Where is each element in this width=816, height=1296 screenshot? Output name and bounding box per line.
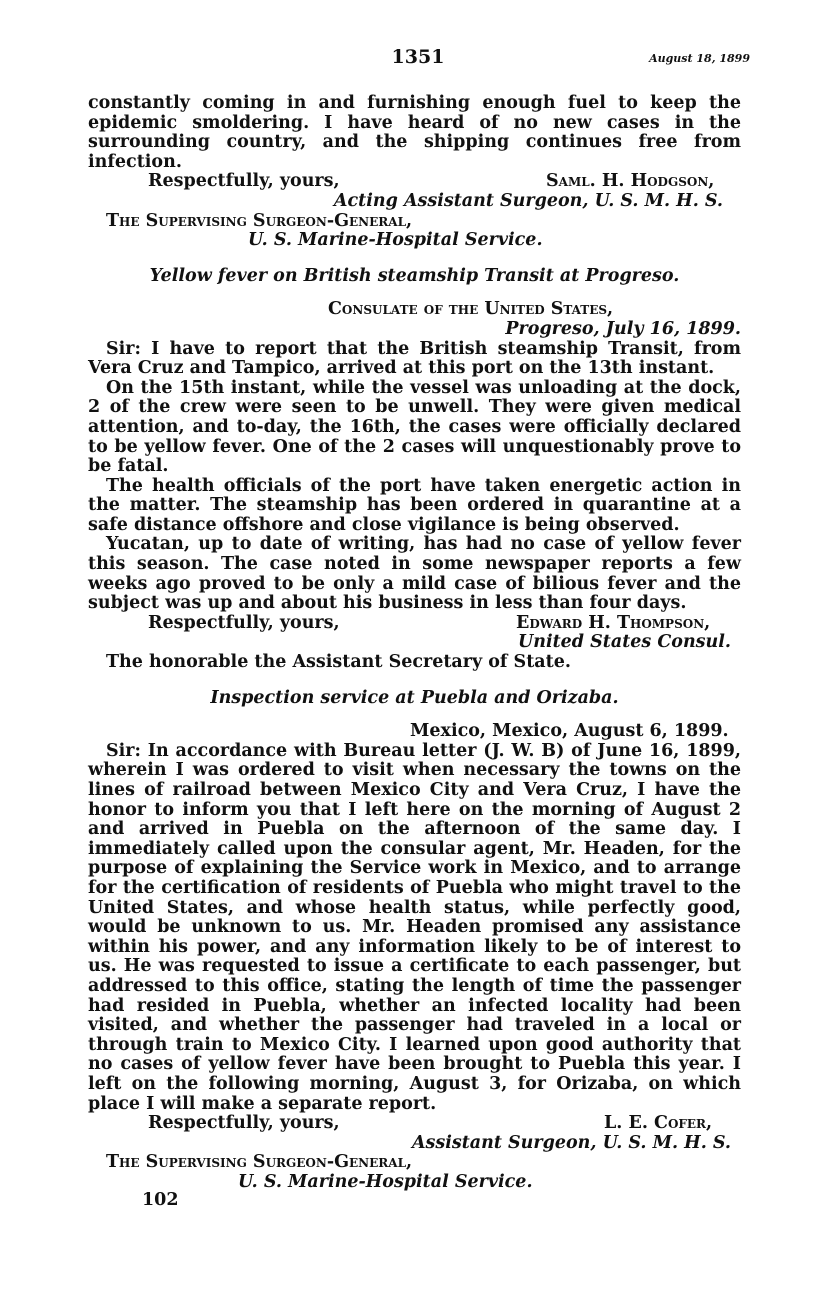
paragraph: On the 15th instant, while the vessel was unloading at the dock, 2 of the crew were seen to be unwell. They were given medical attention, and to-day, the 16th, the cases were officially declared to be yellow fever. One of the 2 cases will unquestionably prove to be fatal.	[88, 377, 741, 477]
section-heading-inspection: Inspection service at Puebla and Orizaba.	[210, 687, 619, 708]
signer-name: Edward H. Thompson,	[516, 612, 711, 633]
closing-row	[88, 614, 741, 634]
section-heading-transit: Yellow fever on British steamship Transit at Progreso.	[149, 265, 680, 286]
signer-name: L. E. Cofer,	[604, 1113, 713, 1134]
dateline: Mexico, Mexico, August 6, 1899.	[410, 721, 729, 742]
closing: Respectfully, yours,	[148, 1113, 340, 1134]
closing: Respectfully, yours,	[148, 612, 340, 633]
dateline-office: Consulate of the United States,	[328, 299, 614, 320]
dateline-place: Progreso, July 16, 1899.	[505, 318, 741, 339]
addressee: The honorable the Assistant Secretary of State.	[106, 652, 571, 673]
continuation-paragraph: constantly coming in and furnishing enough fuel to keep the epidemic smoldering. I have heard of no new cases in the surrounding country, and the shipping continues free from infection.	[88, 93, 741, 172]
addressee-line-2: U. S. Marine-Hospital Service.	[238, 1171, 533, 1192]
closing-row	[88, 172, 741, 192]
page-number: 1351	[391, 46, 445, 68]
signer-title: United States Consul.	[517, 632, 731, 653]
addressee-line-1: The Supervising Surgeon-General,	[106, 1152, 413, 1173]
closing: Respectfully, yours,	[148, 171, 340, 192]
paragraph: The health officials of the port have taken energetic action in the matter. The steamship has been ordered in quarantine at a safe distance offshore and close vigilance is being observed.	[88, 475, 741, 535]
page-body	[88, 94, 741, 1192]
addressee-line-2: U. S. Marine-Hospital Service.	[248, 230, 543, 251]
signature-mark: 102	[142, 1190, 179, 1210]
closing-row	[88, 1114, 741, 1134]
paragraph: Sir: I have to report that the British steamship Transit, from Vera Cruz and Tampico, arrived at this port on the 13th instant.	[88, 338, 741, 379]
signer-title: Assistant Surgeon, U. S. M. H. S.	[411, 1132, 731, 1153]
signer-title: Acting Assistant Surgeon, U. S. M. H. S.	[333, 190, 723, 211]
paragraph: Yucatan, up to date of writing, has had no case of yellow fever this season. The case noted in some newspaper reports a few weeks ago proved to be only a mild case of bilious fever and the subject was up and about his business in less than four days.	[88, 534, 741, 614]
signer-name: Saml. H. Hodgson,	[546, 171, 715, 192]
addressee-line-1: The Supervising Surgeon-General,	[106, 210, 413, 231]
header-date: August 18, 1899	[649, 52, 750, 65]
paragraph: Sir: In accordance with Bureau letter (J. W. B) of June 16, 1899, wherein I was ordered to visit when necessary the towns on the lines of railroad between Mexico City and Vera Cruz, I have the honor to inform you that I left here on the morning of August 2 and arrived in Puebla on the afternoon of the same day. I immediately called upon the consular agent, Mr. Headen, for the purpose of explaining the Service work in Mexico, and to arrange for the certification of residents of Puebla who might travel to the United States, and whose health status, while perfectly good, would be unknown to us. Mr. Headen promised any assistance within his power, and any information likely to be of interest to us. He was requested to issue a certificate to each passenger, but addressed to this office, stating the length of time the passenger had resided in Puebla, whether an infected locality had been visited, and whether the passenger had traveled in a local or through train to Mexico City. I learned upon good authority that no cases of yellow fever have been brought to Puebla this year. I left on the following morning, August 3, for Orizaba, on which place I will make a separate report.	[88, 740, 741, 1114]
